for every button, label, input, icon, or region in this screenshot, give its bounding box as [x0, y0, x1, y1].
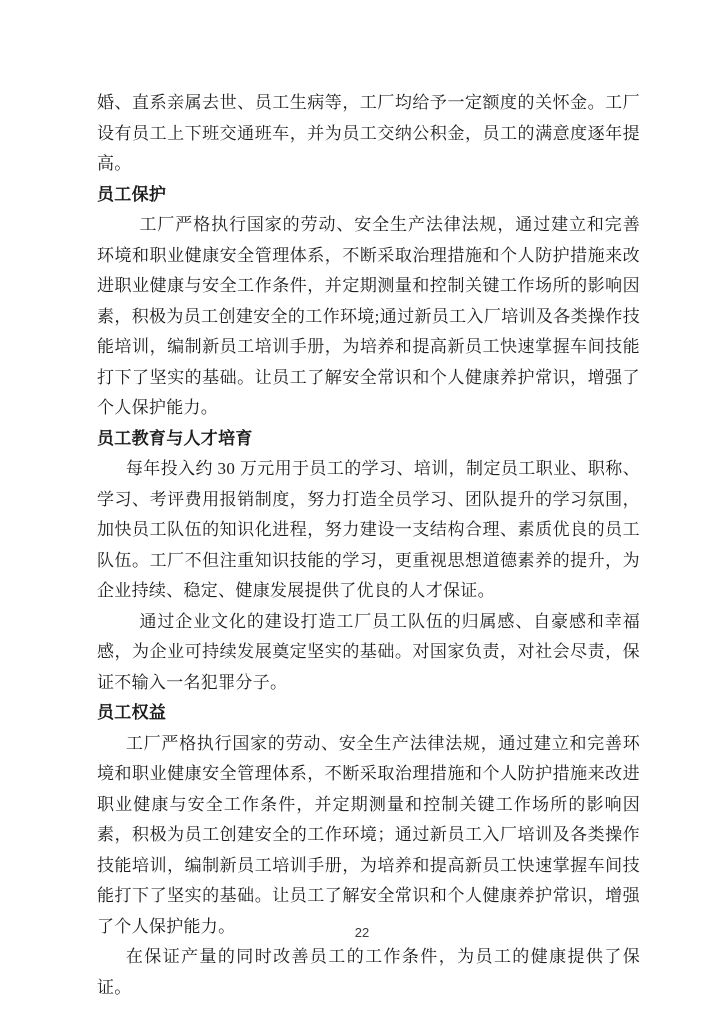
paragraph: 在保证产量的同时改善员工的工作条件，为员工的健康提供了保证。 [97, 947, 640, 997]
page-number: 22 [354, 925, 370, 940]
document-body [97, 88, 640, 1003]
paragraph: 每年投入约 30 万元用于员工的学习、培训，制定员工职业、职称、学习、考评费用报销制度，努力打造全员学习、团队提升的学习氛围，加快员工队伍的知识化进程，努力建设一支结构合理、素质优良的员工队伍。工厂不但注重知识技能的学习，更重视思想道德素养的提升，为企业持续、稳定、健康发展提供了优良的人才保证。 [97, 459, 640, 600]
paragraph: 工厂严格执行国家的劳动、安全生产法律法规，通过建立和完善环境和职业健康安全管理体系，不断采取治理措施和个人防护措施来改进职业健康与安全工作条件，并定期测量和控制关键工作场所的影响因素，积极为员工创建安全的工作环境;通过新员工入厂培训及各类操作技能培训，编制新员工培训手册，为培养和提高新员工快速掌握车间技能打下了坚实的基础。让员工了解安全常识和个人健康养护常识，增强了个人保护能力。 [97, 215, 640, 417]
section-heading: 员工权益 [97, 703, 167, 722]
paragraph: 婚、直系亲属去世、员工生病等，工厂均给予一定额度的关怀金。工厂设有员工上下班交通班车，并为员工交纳公积金，员工的满意度逐年提高。 [97, 93, 640, 173]
section-heading: 员工保护 [97, 184, 167, 204]
paragraph: 工厂严格执行国家的劳动、安全生产法律法规，通过建立和完善环境和职业健康安全管理体系，不断采取治理措施和个人防护措施来改进职业健康与安全工作条件，并定期测量和控制关键工作场所的影响因素，积极为员工创建安全的工作环境；通过新员工入厂培训及各类操作技能培训，编制新员工培训手册，为培养和提高新员工快速掌握车间技能打下了坚实的基础。让员工了解安全常识和个人健康养护常识，增强了个人保护能力。 [97, 733, 640, 936]
section-heading: 员工教育与人才培育 [97, 428, 253, 448]
paragraph: 通过企业文化的建设打造工厂员工队伍的归属感、自豪感和幸福感，为企业可持续发展奠定坚实的基础。对国家负责，对社会尽责，保证不输入一名犯罪分子。 [97, 611, 640, 692]
